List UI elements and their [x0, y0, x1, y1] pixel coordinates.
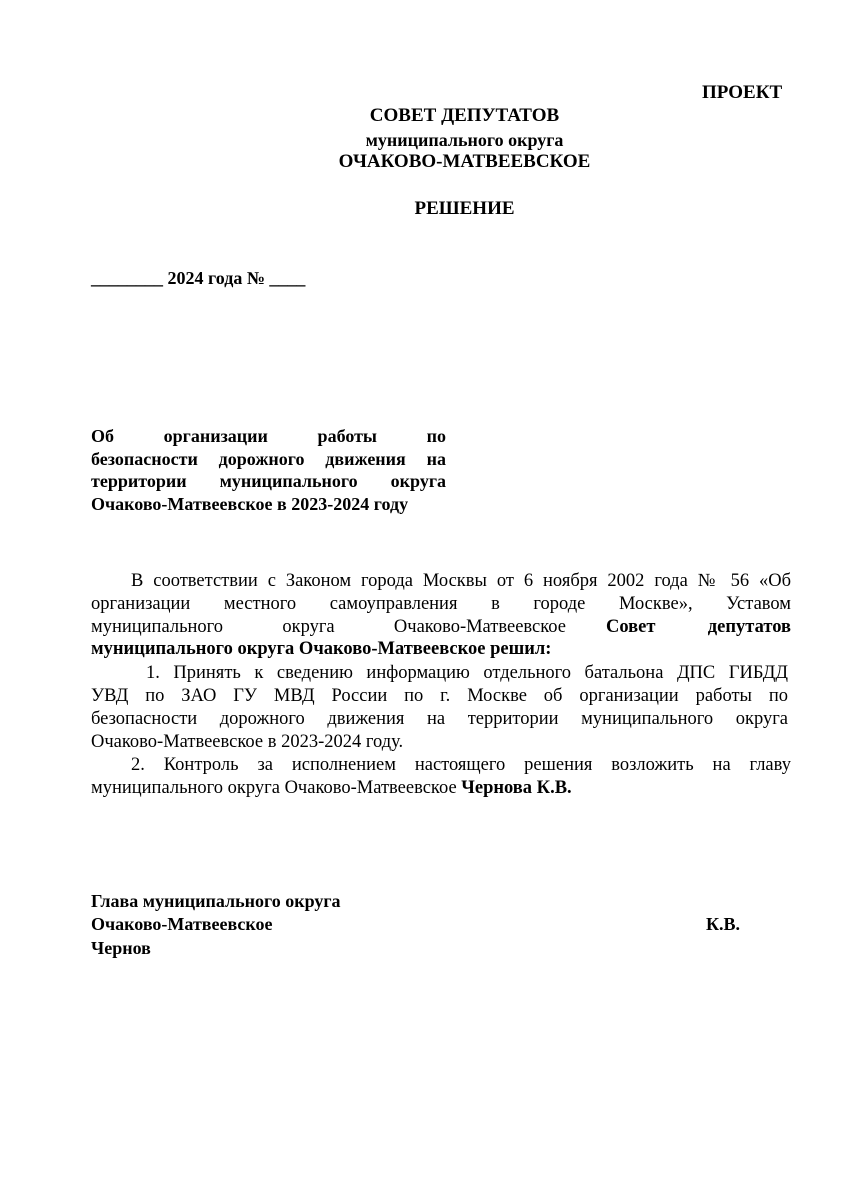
- council-title: СОВЕТ ДЕПУТАТОВ: [369, 105, 560, 126]
- head-name-bold: Чернова К.В.: [461, 778, 572, 798]
- item-text: муниципального округа Очаково-Матвеевское: [91, 778, 457, 798]
- item-line: [91, 777, 572, 799]
- signature-initials: К.В.: [706, 914, 741, 934]
- subject-line: территории муниципального округа: [91, 471, 446, 491]
- preamble-line: В соответствии с Законом города Москвы от 6 ноября 2002 года № 56 «Об: [131, 571, 791, 591]
- draft-stamp: ПРОЕКТ: [702, 82, 783, 103]
- document-subject: [91, 425, 446, 515]
- subject-line: безопасности дорожного движения на: [91, 448, 446, 469]
- council-bold: Совет депутатов: [606, 617, 791, 637]
- district-type: муниципального округа: [365, 130, 564, 150]
- signature-surname: Чернов: [91, 938, 151, 958]
- date-number-line: ________ 2024 года № ____: [91, 268, 306, 288]
- item-line: Очаково-Матвеевское в 2023-2024 году.: [91, 732, 404, 752]
- document-type: РЕШЕНИЕ: [414, 198, 515, 219]
- signature-district: Очаково-Матвеевское: [91, 914, 273, 934]
- district-name: ОЧАКОВО-МАТВЕЕВСКОЕ: [338, 151, 591, 172]
- preamble-resolution: муниципального округа Очаково-Матвеевское решил:: [91, 639, 552, 659]
- preamble-line: организации местного самоуправления в городе Москве», Уставом: [91, 594, 791, 614]
- item-line: УВД по ЗАО ГУ МВД России по г. Москве об организации работы по: [91, 686, 788, 706]
- item-line: 1. Принять к сведению информацию отдельного батальона ДПС ГИБДД: [146, 663, 788, 683]
- item-line: 2. Контроль за исполнением настоящего решения возложить на главу: [131, 755, 791, 775]
- preamble-line: [91, 616, 791, 638]
- signature-title: Глава муниципального округа: [91, 891, 341, 911]
- subject-line: Об организации работы по: [91, 426, 446, 446]
- preamble-text: муниципального округа Очаково-Матвеевское: [91, 617, 566, 637]
- item-line: безопасности дорожного движения на территории муниципального округа: [91, 709, 788, 729]
- subject-line: Очаково-Матвеевское в 2023-2024 году: [91, 493, 409, 514]
